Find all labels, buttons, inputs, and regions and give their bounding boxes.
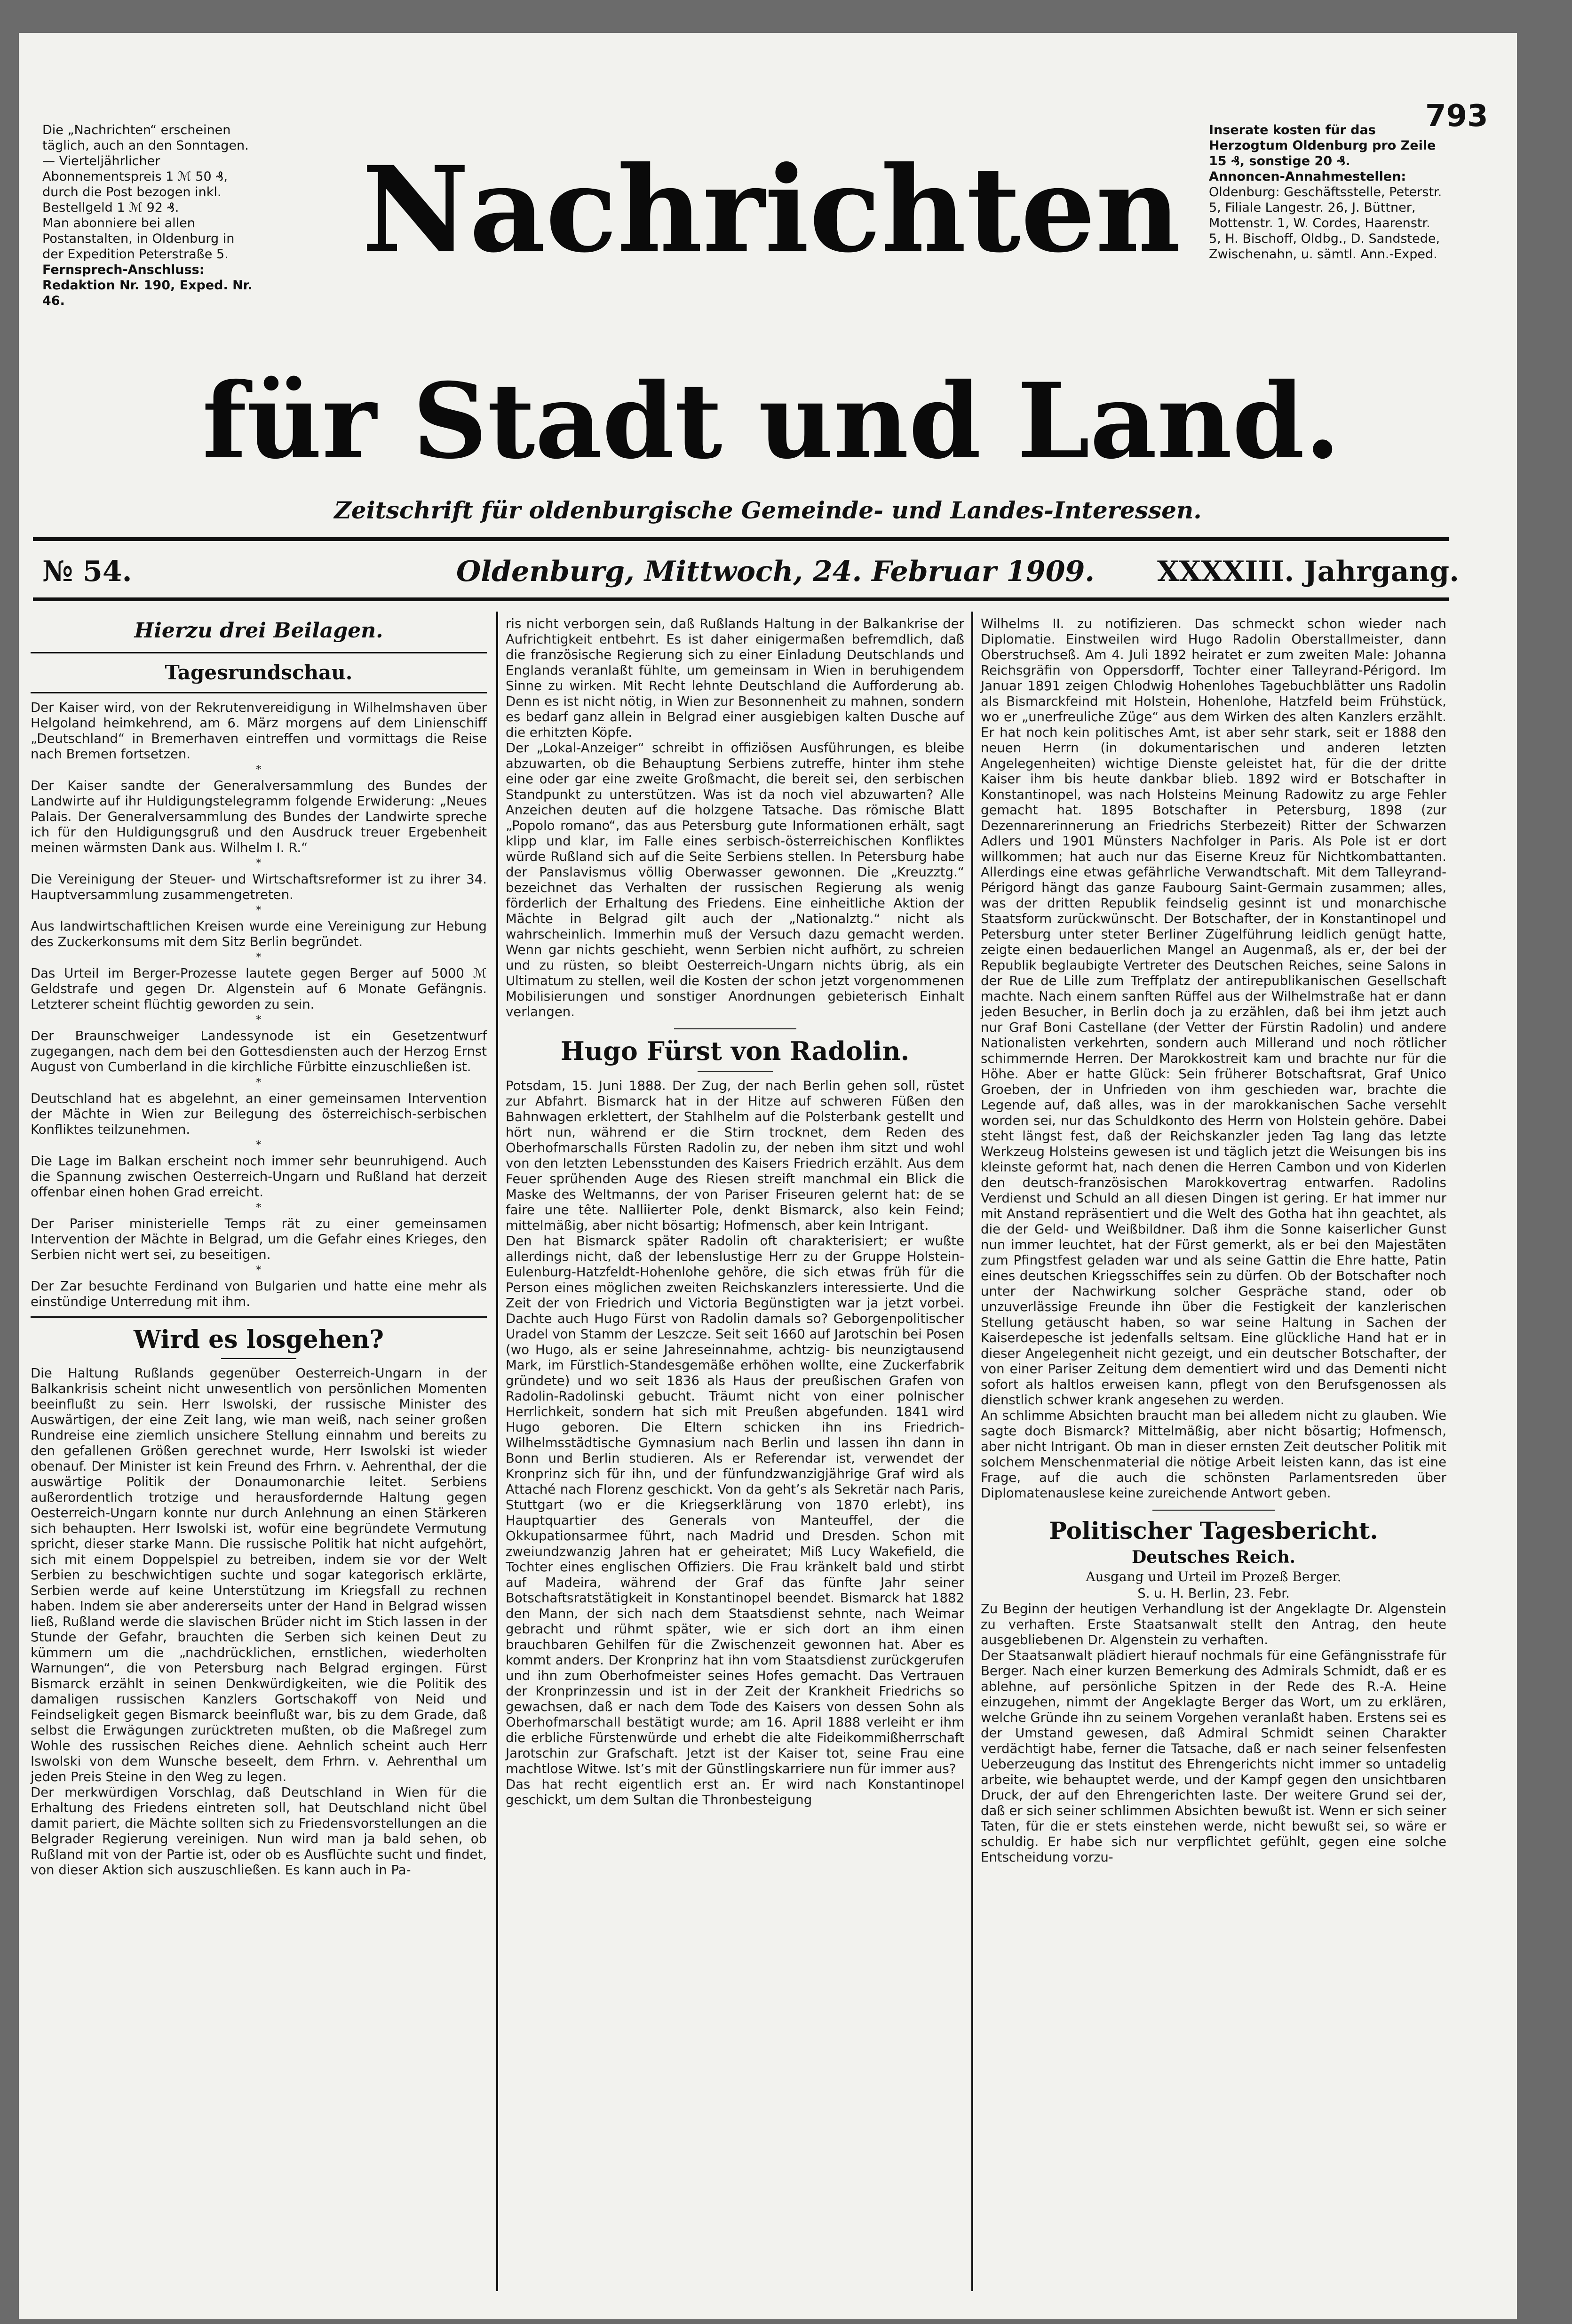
divider [698, 1071, 773, 1072]
column-rule-1 [496, 612, 498, 2291]
supplements-heading: Hierzu drei Beilagen. [134, 619, 383, 643]
article-paragraph: ris nicht verborgen sein, daß Rußlands Haltung in der Balkankrise der Aufrichtigkeit entbehrt. Es ist daher einigermaßen befremdlich, daß die französische Regierung sich zu einer Einladung Deutschlands und Englands veranlaßt fühlte, um gemeinsam in Wien in beruhigendem Sinne zu wirken. Mit Recht lehnte Deutschland die Aufforderung ab. Denn es ist nicht nötig, in Wien zur Besonnenheit zu mahnen, sondern es bedarf ganz allein in Belgrad einer ausgiebigen kalten Dusche auf die erhitzten Köpfe. [506, 616, 964, 740]
article-paragraph: Das hat recht eigentlich erst an. Er wird nach Konstantinopel geschickt, um dem Sultan die Thronbesteigung [506, 1777, 964, 1807]
star-separator: * [256, 764, 262, 776]
news-item: Der Kaiser sandte der Generalversammlung des Bundes der Landwirte auf ihr Huldigungstelegramm folgende Erwiderung: „Neues Palais. Der Generalversammlung des Bundes der Landwirte spreche ich für den Huldigungsgruß und den Ausdruck treuer Ergebenheit meinen wärmsten Dank aus. Wilhelm I. R.“ [31, 778, 487, 855]
dateline: S. u. H. Berlin, 23. Febr. [1137, 1586, 1290, 1601]
divider [1152, 1510, 1275, 1511]
article-paragraph: An schlimme Absichten braucht man bei alledem nicht zu glauben. Wie sagte doch Bismarck? Mittelmäßig, aber nicht bösartig; Hofmensch, aber nicht Intrigant. Ob man in dieser ernsten Zeit deutscher Politik mit solchem Menschenmaterial die nötige Arbeit leisten kann, das ist eine Frage, auf die auch die schönsten Parlamentsreden über Diplomatenauslese keine zureichende Antwort geben. [981, 1408, 1446, 1501]
subscription-offices: Man abonniere bei allen Postanstalten, in Oldenburg in der Expedition Peterstraße 5. [42, 216, 235, 262]
news-item: Deutschland hat es abgelehnt, an einer gemeinsamen Intervention der Mächte in Wien zur Beilegung des österreichisch-serbischen Konfliktes teilzunehmen. [31, 1091, 487, 1137]
article-paragraph: Potsdam, 15. Juni 1888. Der Zug, der nach Berlin gehen soll, rüstet zur Abfahrt. Bismarck hat in der Hitze auf schweren Füßen den Bahnwagen erklettert, der Stahlhelm auf die Polsterbank gestellt und hört nun, während er die Stirn trocknet, dem Reden des Oberhofmarschalls Fürsten Radolin zu, der neben ihm sitzt und wohl von den letzten Lebensstunden des Kaisers Friedrich erzählt. Aus dem Feuer sprühenden Auge des Riesen streift manchmal ein Blick die Maske des Weltmanns, der von Pariser Friseuren gelernt hat: de se faire une tête. Nalliierter Pole, denkt Bismarck, also kein Feind; mittelmäßig, aber nicht bösartig; Hofmensch, aber kein Intrigant. [506, 1078, 964, 1233]
news-item: Die Vereinigung der Steuer- und Wirtschaftsreformer ist zu ihrer 34. Hauptversammlung zusammengetreten. [31, 872, 487, 902]
article-paragraph: Wilhelms II. zu notifizieren. Das schmeckt schon wieder nach Diplomatie. Einstweilen wird Hugo Radolin Oberstallmeister, dann Oberstruchseß. Am 4. Juli 1892 heiratet er zum zweiten Male: Johanna Reichsgräfin von Oppersdorff, Tochter einer Talleyrand-Périgord. Im Januar 1891 zeigen Chlodwig Hohenlohes Tagebuchblätter uns Radolin als Bismarckfeind mit Holstein, Hohenlohe, Hatzfeld beim Frühstück, wo er „unerfreuliche Züge“ aus dem Wirken des alten Kanzlers erzählt. Er hat noch kein politisches Amt, ist aber sehr stark, seit er 1888 den neuen Herrn (in dokumentarischen und anderen letzten Angelegenheiten) wichtige Dienste geleistet hat, für die der dritte Kaiser ihm bis heute dankbar blieb. 1892 wird er Botschafter in Konstantinopel, was nach Holsteins Meinung Radowitz zu arge Fehler gemacht hat. 1895 Botschafter in Petersburg, 1898 (zur Dezennarerinnerung an Friedrichs Sterbezeit) Ritter der Schwarzen Adlers und 1901 Münsters Nachfolger in Paris. Als Pole ist er dort willkommen; hat auch nur das Eiserne Kreuz für Nichtkombattanten. Allerdings eine etwas gefährliche Verwandtschaft. Mit dem Talleyrand-Périgord hängt das ganze Faubourg Saint-Germain zusammen; alles, was der dritten Republik feindselig gesinnt ist und monarchische Staatsform zurückwünscht. Der Botschafter, der in Konstantinopel und Petersburg unter steter Berliner Zügelführung leidlich genügt hatte, zeigte einen bedauerlichen Mangel an Augenmaß, als er, der bei der Republik beglaubigte Vertreter des Deutschen Reiches, seine Salons in der Rue de Lille zum Treffplatz der antirepublikanischen Gesellschaft machte. Nach einem sanften Rüffel aus der Wilhelmstraße hat er dann jeden Besucher, in Berlin doch ja zu erzählen, daß bei ihm jetzt auch nur Graf Boni Castellane (der Vetter der Fürstin Radolin) und andere Nationalisten verkehrten, sondern auch Millerand und noch rötlicher schimmernde Herren. Der Marokkostreit kam und brachte nur für die Höhe. Aber er hatte Glück: Sein früherer Botschaftsrat, Graf Unico Groeben, der in Unfrieden von ihm geschieden war, brachte die Legende auf, daß alles, was in der marokkanischen Sache versehlt worden sei, nur das Schuldkonto des Herrn von Holstein gehöre. Dabei steht längst fest, daß der Reichskanzler jeden Tag lang das letzte Werkzeug Holsteins gewesen ist und täglich jetzt die Weisungen bis ins kleinste geformt hat, nach denen die Herren Cambon und von Kiderlen den deutsch-französischen Marokkovertrag entwarfen. Radolins Verdienst und Schuld an all diesen Dingen ist gering. Er hat immer nur mit Anstand repräsentiert und die Welt des Gotha hat ihn geachtet, als die der Geld- und Weißbildner. Daß ihm die Sonne kaiserlicher Gunst nun immer leuchtet, hat der Fürst gemerkt, als er bei den Majestäten zum Pfingstfest geladen war und als seine Gattin die Ehre hatte, Patin eines deutschen Kriegsschiffes sein zu dürfen. Ob der Botschafter noch unter der Nachwirkung solcher Gespräche stand, oder ob unzuverlässige Freunde ihn über die Festigkeit der kanzlerischen Stellung getäuscht haben, so war seine Haltung in Sachen der Kaiserdepesche ist jedenfalls seltsam. Eine glückliche Hand hat er in dieser Angelegenheit nicht gezeigt, und ein deutscher Botschafter, der von einer Pariser Zeitung dem dementiert wird und das Dementi nicht sofort als haltlos erweisen kann, pflegt von den Berufsgenossen als dienstlich schwer krank angesehen zu werden. [981, 616, 1446, 1408]
issue-bottom-rule [33, 597, 1449, 601]
page-number: 793 [1425, 99, 1488, 134]
divider [31, 652, 487, 653]
advert-prices: Inserate kosten für das Herzogtum Oldenburg pro Zeile 15 ₰, sonstige 20 ₰. [1209, 123, 1436, 168]
article-paragraph: Der Staatsanwalt plädiert hierauf nochmals für eine Gefängnisstrafe für Berger. Nach einer kurzen Bemerkung des Admirals Schmidt, daß er es ablehne, auf persönliche Spitzen in der Rede des R.-A. Heine einzugehen, nimmt der Angeklagte Berger das Wort, um zu erklären, welche Gründe ihn zu seinem Vorgehen veranlaßt haben. Erstens sei es der Umstand gewesen, daß Admiral Schmidt seinen Charakter verdächtigt habe, ferner die Tatsache, daß er nach seiner felsenfesten Ueberzeugung das Institut des Ehrengerichts nicht immer so untadelig arbeite, wie behauptet werde, und der Kampf gegen den unsichtbaren Druck, der auf den Ehrengerichten laste. Der weitere Grund sei der, daß er sich seiner schlimmen Absichten bewußt ist. Wenn er sich seiner Taten, für die er stets einstehen werde, nicht bewußt sei, so wäre er schuldig. Er habe sich nur verpflichtet gefühlt, gegen eine solche Entscheidung vorzu- [981, 1648, 1446, 1865]
article-subheading: Deutsches Reich. [1131, 1547, 1296, 1567]
star-separator: * [256, 952, 262, 963]
news-item: Der Kaiser wird, von der Rekrutenvereidigung in Wilhelmshaven über Helgoland heimkehrend, am 6. März morgens auf dem Linienschiff „Deutschland“ in Bremerhaven eintreffen und vormittags die Reise nach Bremen fortsetzen. [31, 700, 487, 762]
column-rule-2 [971, 612, 973, 2291]
advert-offices: Oldenburg: Geschäftsstelle, Peterstr. 5, Filiale Langestr. 26, J. Büttner, Mottenstr. 1, W. Cordes, Haarenstr. 5, H. Bischoff, Oldbg., D. Sandstede, Zwischenahn, u. sämtl. Ann.-Exped. [1209, 185, 1442, 262]
star-separator: * [256, 1139, 262, 1151]
news-item: Der Pariser ministerielle Temps rät zu einer gemeinsamen Intervention der Mächte in Belgrad, um die Gefahr eines Krieges, den Serbien nicht wert sei, zu beseitigen. [31, 1216, 487, 1262]
news-item: Das Urteil im Berger-Prozesse lautete gegen Berger auf 5000 ℳ Geldstrafe und gegen Dr. Algenstein auf 6 Monate Gefängnis. Letzterer scheint flüchtig geworden zu sein. [31, 966, 487, 1012]
news-item: Der Zar besuchte Ferdinand von Bulgarien und hatte eine mehr als einstündige Unterredung mit ihm. [31, 1279, 487, 1309]
article-paragraph: Zu Beginn der heutigen Verhandlung ist der Angeklagte Dr. Algenstein zu verhaften. Erste Staatsanwalt stellt den Antrag, den heute ausgebliebenen Dr. Algenstein zu verhaften. [981, 1601, 1446, 1647]
divider [31, 1316, 487, 1318]
masthead-title: Nachrichten [362, 140, 1181, 279]
article-heading: Wird es losgehen? [134, 1325, 384, 1354]
star-separator: * [256, 1265, 262, 1276]
article-subheading: Ausgang und Urteil im Prozeß Berger. [1086, 1569, 1342, 1584]
article-paragraph: Der „Lokal-Anzeiger“ schreibt in offiziösen Ausführungen, es bleibe abzuwarten, ob die Behauptung Serbiens zutreffe, hinter ihm stehe eine oder gar eine zweite Großmacht, die bereit sei, den serbischen Standpunkt zu unterstützen. Was ist da noch viel abzuwarten? Alle Anzeichen deuten auf die holzgene Tatsache. Das römische Blatt „Popolo romano“, das aus Petersburg gute Informationen erhält, sagt klipp und klar, im Falle eines serbisch-österreichischen Konfliktes würde Rußland sich auf die Seite Serbiens stellen. In Petersburg habe der Panslavismus völlig Oberwasser gewonnen. Die „Kreuzztg.“ bezeichnet das Verhalten der russischen Regierung als wenig förderlich der Erhaltung des Friedens. Eine einheitliche Aktion der Mächte in Belgrad gilt auch der „Nationalztg.“ nicht als wahrscheinlich. Immerhin muß der Versuch dazu gemacht werden. Wenn gar nichts geschieht, wenn Serbien nicht aufhört, zu schreien und zu rüsten, so bleibt Oesterreich-Ungarn nichts übrig, als ein Ultimatum zu stellen, weil die Kosten der schon jetzt vorgenommenen Mobilisierungen und sonstiger Anordnungen gebieterisch Einhalt verlangen. [506, 740, 964, 1019]
newspaper-tagline: Zeitschrift für oldenburgische Gemeinde- und Landes-Interessen. [334, 496, 1202, 524]
column-3 [981, 616, 1446, 1865]
news-item: Der Braunschweiger Landessynode ist ein Gesetzentwurf zugegangen, nach dem bei den Gottesdiensten auch der Herzog Ernst August von Cumberland in die kirchliche Fürbitte einzuschließen ist. [31, 1028, 487, 1074]
volume-year: XXXXIII. Jahrgang. [1157, 555, 1459, 588]
divider [221, 1358, 296, 1359]
news-item: Aus landwirtschaftlichen Kreisen wurde eine Vereinigung zur Hebung des Zuckerkonsums mit dem Sitz Berlin begründet. [31, 919, 487, 949]
divider [674, 1028, 796, 1029]
divider [31, 692, 487, 693]
article-heading: Politischer Tagesbericht. [1049, 1517, 1378, 1544]
telephone-info: Fernsprech-Anschluss: Redaktion Nr. 190, Exped. Nr. 46. [42, 263, 253, 308]
issue-number: № 54. [42, 555, 132, 588]
article-paragraph: Die Haltung Rußlands gegenüber Oesterreich-Ungarn in der Balkankrisis scheint nicht unwesentlich von persönlichen Momenten beeinflußt zu sein. Herr Iswolski, der russische Minister des Auswärtigen, der eine Zeit lang, wie man weiß, nach seiner großen Rundreise eine ziemlich unsichere Stellung einnahm und bereits zu den gefallenen Größen gerechnet wurde, Herr Iswolski ist wieder obenauf. Der Minister ist kein Freund des Frhrn. v. Aehrenthal, der die auswärtige Politik der Donaumonarchie leitet. Serbiens außerordentlich trotzige und herausfordernde Haltung gegen Oesterreich-Ungarn konnte nur durch Anlehnung an einen Stärkeren sich behaupten. Herr Iswolski ist, wofür eine begründete Vermutung spricht, dieser starke Mann. Die russische Politik hat nicht aufgehört, sich mit einem Doppelspiel zu betreiben, indem sie vor der Welt Serbien zu beschwichtigen suchte und sogar kategorisch erklärte, Serbien werde auf keine Unterstützung im Kriegsfall zu rechnen haben. Indem sie aber andererseits unter der Hand in Belgrad wissen ließ, Rußland werde die slavischen Brüder nicht im Stich lassen in der Stunde der Gefahr, brauchten die Serben sich keinen Deut zu kümmern um die „nachdrücklichen, ernstlichen, wiederholten Warnungen“, die von Petersburg nach Belgrad ergingen. Fürst Bismarck erzählt in seinen Denkwürdigkeiten, wie die Politik des damaligen russischen Kanzlers Gortschakoff von Neid und Feindseligkeit gegen Bismarck beeinflußt war, bis zu dem Grade, daß selbst die Erwägungen zurücktreten mußten, ob die Maßregel zum Wohle des russischen Reiches diene. Aehnlich scheint auch Herr Iswolski von dem Wunsche beseelt, dem Frhrn. v. Aehrenthal um jeden Preis Steine in den Weg zu legen. [31, 1366, 487, 1784]
star-separator: * [256, 905, 262, 916]
star-separator: * [256, 1202, 262, 1214]
news-item: Die Lage im Balkan erscheint noch immer sehr beunruhigend. Auch die Spannung zwischen Oesterreich-Ungarn und Rußland hat derzeit offenbar einen hohen Grad erreicht. [31, 1154, 487, 1200]
daily-review-heading: Tagesrundschau. [165, 661, 353, 684]
article-paragraph: Der merkwürdigen Vorschlag, daß Deutschland in Wien für die Erhaltung des Friedens eintreten soll, hat Deutschland nicht übel damit pariert, die Mächte sollten sich zu Friedensvorstellungen an die Belgrader Regierung vereinigen. Nun wird man ja bald sehen, ob Rußland mit von der Partie ist, oder ob es Ausflüchte sucht und findet, von dieser Aktion sich auszuschließen. Es kann auch in Pa- [31, 1785, 487, 1878]
masthead-subtitle-line: für Stadt und Land. [202, 360, 1341, 482]
top-rule [33, 537, 1449, 541]
newspaper-page [19, 33, 1517, 2319]
advert-offices-heading: Annoncen-Annahmestellen: [1209, 169, 1406, 184]
article-paragraph: Den hat Bismarck später Radolin oft charakterisiert; er wußte allerdings nicht, daß der lebenslustige Herr zu der Gruppe Holstein-Eulenburg-Hatzfeldt-Hohenlohe gehöre, die sich etwas früh für die Person eines möglichen zweiten Reichskanzlers interessierte. Und die Zeit der von Friedrich und Victoria Begünstigten war ja jetzt vorbei. Dachte auch Hugo Fürst von Radolin damals so? Geborgenpolitischer Uradel von Stamm der Leszcze. Seit seit 1660 auf Jarotschin bei Posen (wo Hugo, als er seine Jahreseinnahme, achtzig- bis neunzigtausend Mark, im Fürstlich-Standesgemäße erhöhen wollte, eine Zuckerfabrik gründete) und wo seit 1836 als Haus der preußischen Grafen von Radolin-Radolinski gebucht. Träumt nicht von einer polnischer Herrlichkeit, sondern hat sich mit Preußen abgefunden. 1841 wird Hugo geboren. Die Eltern schicken ihn ins Friedrich-Wilhelmsstädtische Gymnasium nach Berlin und lassen ihn dann in Bonn und Berlin studieren. Als er Referendar ist, verwendet der Kronprinz sich für ihn, und der fünfundzwanzigjährige Graf wird als Attaché nach Florenz geschickt. Von da geht’s als Sekretär nach Paris, Stuttgart (wo er die Kriegserklärung von 1870 erlebt), ins Hauptquartier des Generals von Manteuffel, der die Okkupationsarmee führt, nach Madrid und Dresden. Schon mit zweiundzwanzig Jahren hat er geheiratet; Miß Lucy Wakefield, die Tochter eines englischen Offiziers. Die Frau kränkelt bald und stirbt auf Madeira, während der Graf das fünfte Jahr seiner Botschaftsratstätigkeit in Konstantinopel beendet. Bismarck hat 1882 den Mann, der sich nach dem Staatsdienst sehnte, nach Weimar gebracht und rühmt später, wie er sich dort an ihm einen brauchbaren Gehilfen für die Zwischenzeit gewonnen hat. Aber es kommt anders. Der Kronprinz hat ihn vom Staatsdienst zurückgerufen und ihn zum Oberhofmeister seines Hofes gemacht. Das Vertrauen der Kronprinzessin und ist in der Zeit der Krankheit Friedrichs so gewachsen, daß er nach dem Tode des Kaisers von dessen Sohn als Oberhofmarschall bestätigt wurde; am 16. April 1888 verleiht er ihm die erbliche Fürstenwürde und erhebt die alte Fideikommißherrschaft Jarotschin zur Grafschaft. Jetzt ist der Kaiser tot, seine Frau eine machtlose Witwe. Ist’s mit der Günstlingskarriere nun für immer aus? [506, 1234, 964, 1776]
column-2 [506, 616, 964, 1808]
subscription-text: Die „Nachrichten“ erscheinen täglich, auch an den Sonntagen. — Vierteljährlicher Abonnementspreis 1 ℳ 50 ₰, durch die Post bezogen inkl. Bestellgeld 1 ℳ 92 ₰. [42, 123, 249, 215]
star-separator: * [256, 1077, 262, 1089]
article-heading: Hugo Fürst von Radolin. [560, 1036, 910, 1066]
issue-date: Oldenburg, Mittwoch, 24. Februar 1909. [456, 555, 1095, 588]
star-separator: * [256, 858, 262, 869]
star-separator: * [256, 1014, 262, 1026]
column-1 [31, 616, 487, 1878]
